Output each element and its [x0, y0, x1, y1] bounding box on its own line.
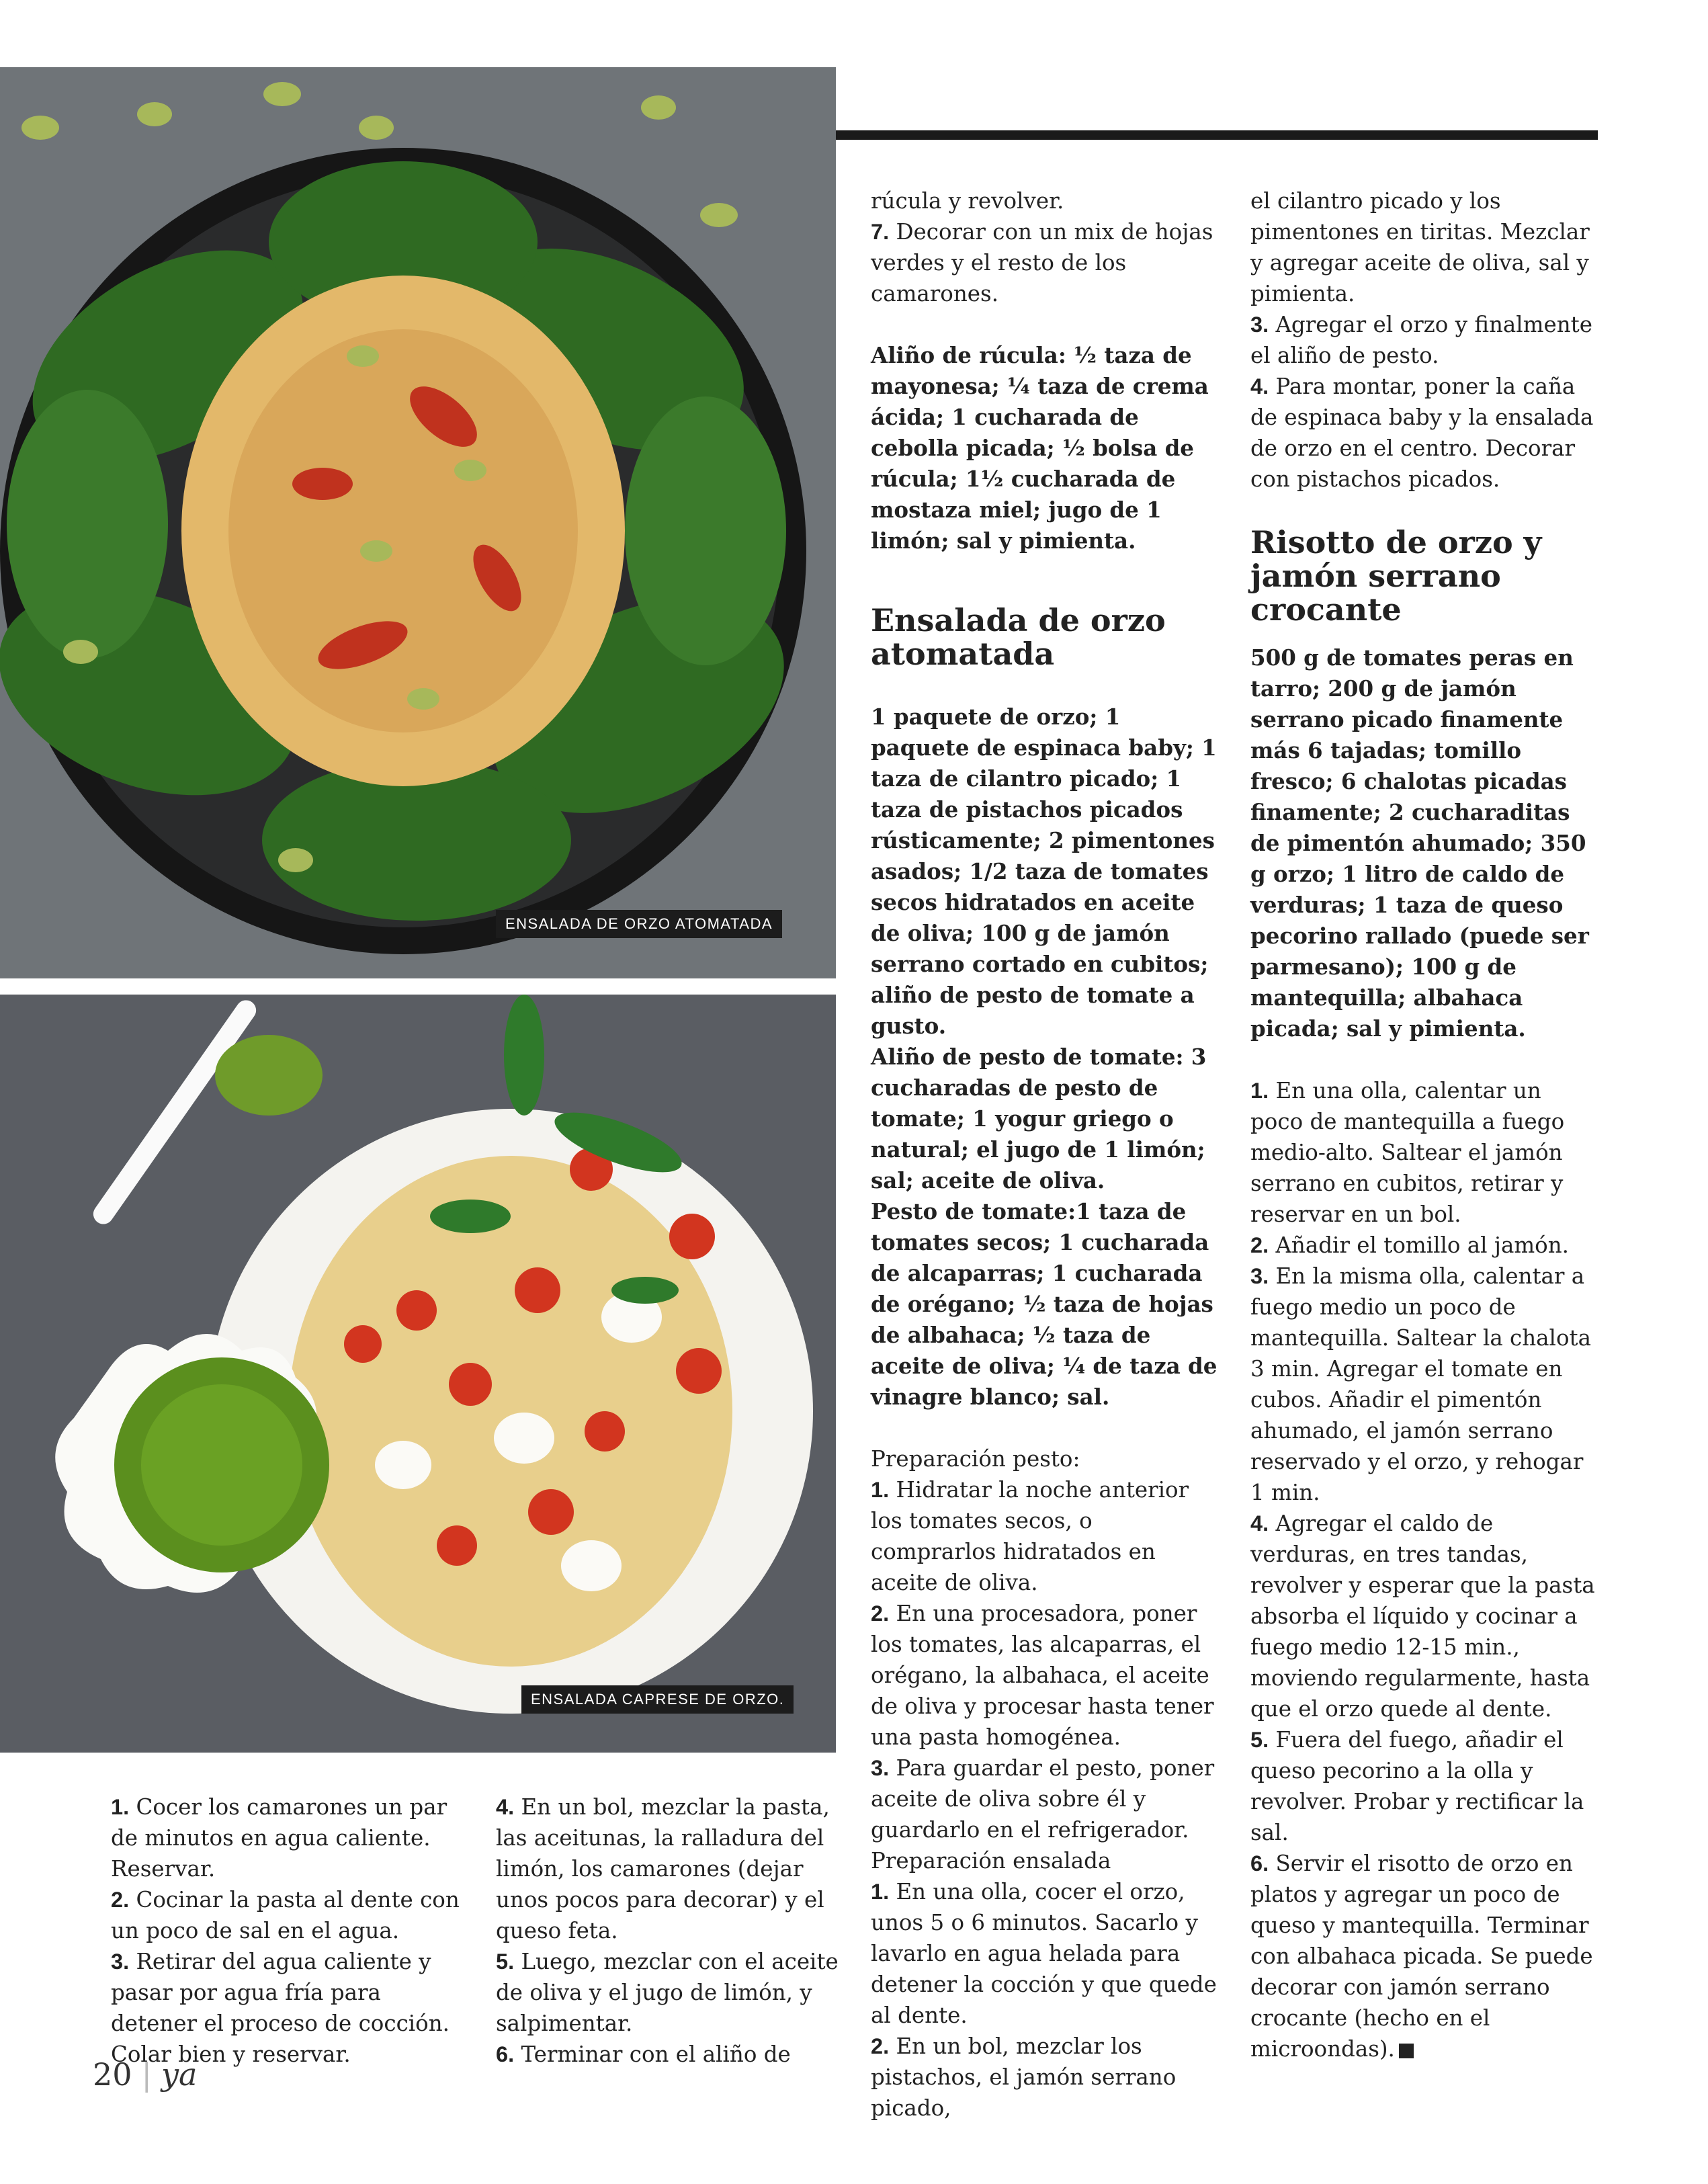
alino-rucula: Aliño de rúcula: ½ taza de mayonesa; ¼ taza de crema ácida; 1 cucharada de cebolla picada; ½ bolsa de rúcula; 1½ cucharada de mostaza miel; jugo de 1 limón; sal y pimienta.: [871, 342, 1209, 554]
step: [871, 216, 1220, 309]
step: [871, 1598, 1220, 1753]
step-text: En un bol, mezclar la pasta, las aceitunas, la ralladura del limón, los camarones (dejar unos pocos para decorar) y el queso feta.: [496, 1794, 830, 1943]
step-number: 2.: [1250, 1233, 1269, 1257]
step: [871, 1474, 1220, 1598]
step-text: Terminar con el aliño de: [521, 2042, 791, 2067]
step-number: 1.: [871, 1880, 890, 1904]
prep-ensalada-label: Preparación ensalada: [871, 1848, 1111, 1874]
step-number: 1.: [1250, 1079, 1269, 1103]
step-text: En la misma olla, calentar a fuego medio un poco de mantequilla. Saltear la chalota 3 min. Agregar el tomate en cubos. Añadir el pimentón ahumado, el jamón serrano reservado y el orzo, y rehogar 1 min.: [1250, 1263, 1591, 1505]
prep-pesto-label: Preparación pesto:: [871, 1446, 1080, 1472]
step: [496, 2039, 839, 2070]
step-number: 2.: [871, 2034, 890, 2058]
step-number: 7.: [871, 220, 890, 244]
step-number: 6.: [496, 2042, 515, 2066]
step-number: 3.: [871, 1756, 890, 1780]
step-text: Para montar, poner la caña de espinaca baby y la ensalada de orzo en el centro. Decorar con pistachos picados.: [1250, 374, 1594, 492]
end-mark-icon: [1399, 2044, 1414, 2058]
step: [1250, 1075, 1600, 1230]
step-text: Añadir el tomillo al jamón.: [1275, 1232, 1569, 1258]
recipe-title-ensalada-atomatada: Ensalada de orzo atomatada: [871, 602, 1166, 672]
step: [496, 1792, 839, 1946]
photo-ensalada-orzo-atomatada: [0, 67, 836, 978]
step-number: 6.: [1250, 1851, 1269, 1876]
step-text: Agregar el orzo y finalmente el aliño de pesto.: [1250, 312, 1592, 368]
step-number: 4.: [1250, 1511, 1269, 1536]
step-text: Servir el risotto de orzo en platos y agregar un poco de queso y mantequilla. Terminar con albahaca picada. Se puede decorar con jamón serrano crocante (hecho en el microondas).: [1250, 1851, 1593, 2062]
step: [496, 1946, 839, 2039]
alino-pesto-tomate: Aliño de pesto de tomate: 3 cucharadas de pesto de tomate; 1 yogur griego o natural; el jugo de 1 limón; sal; aceite de oliva.: [871, 1044, 1207, 1193]
ingredients-risotto: 500 g de tomates peras en tarro; 200 g de jamón serrano picado finamente más 6 tajadas; tomillo fresco; 6 chalotas picadas finamente; 2 cucharaditas de pimentón ahumado; 350 g orzo; 1 litro de caldo de verduras; 1 taza de queso pecorino rallado (puede ser parmesano); 100 g de mantequilla; albahaca picada; sal y pimienta.: [1250, 644, 1589, 1042]
step-text: Para guardar el pesto, poner aceite de oliva sobre él y guardarlo en el refrigerador.: [871, 1755, 1215, 1843]
step-text: Agregar el caldo de verduras, en tres tandas, revolver y esperar que la pasta absorba el líquido y cocinar a fuego medio 12-15 min., moviendo regularmente, hasta que el orzo quede al dente.: [1250, 1511, 1595, 1722]
step-number: 2.: [111, 1888, 130, 1912]
step-text: En una olla, calentar un poco de mantequilla a fuego medio-alto. Saltear el jamón serrano en cubitos, retirar y reservar en un bol.: [1250, 1078, 1565, 1227]
step-text: En una olla, cocer el orzo, unos 5 o 6 minutos. Sacarlo y lavarlo en agua helada para detener la cocción y que quede al dente.: [871, 1879, 1217, 2028]
step-number: 4.: [1250, 374, 1269, 398]
photo-ensalada-caprese-orzo: [0, 995, 836, 1753]
step-text: En un bol, mezclar los pistachos, el jamón serrano picado,: [871, 2033, 1177, 2121]
recipe-title-risotto: Risotto de orzo y jamón serrano crocante: [1250, 524, 1542, 628]
step-text: Luego, mezclar con el aceite de oliva y el jugo de limón, y salpimentar.: [496, 1949, 839, 2036]
step-text: Retirar del agua caliente y pasar por agua fría para detener el proceso de cocción. Colar bien y reservar.: [111, 1949, 450, 2067]
step: [111, 1884, 460, 1946]
column-d: [1250, 185, 1600, 2064]
continued-text: el cilantro picado y los pimentones en tiritas. Mezclar y agregar aceite de oliva, sal y pimienta.: [1250, 188, 1590, 306]
step-number: 1.: [111, 1795, 130, 1819]
pesto-tomate: Pesto de tomate:1 taza de tomates secos; 1 cucharada de alcaparras; 1 cucharada de orégano; ½ taza de hojas de albahaca; ½ taza de aceite de oliva; ¼ de taza de vinagre blanco; sal.: [871, 1198, 1218, 1410]
step-number: 3.: [111, 1949, 130, 1974]
step-number: 3.: [1250, 312, 1269, 337]
continued-text: rúcula y revolver.: [871, 188, 1064, 214]
step: [1250, 1230, 1600, 1261]
page-number: 20: [93, 2056, 132, 2093]
step-text: Cocinar la pasta al dente con un poco de sal en el agua.: [111, 1887, 460, 1943]
step: [1250, 371, 1600, 495]
step-number: 5.: [496, 1949, 515, 1974]
column-a: [111, 1792, 460, 2070]
step: [871, 1876, 1220, 2031]
step-text: Cocer los camarones un par de minutos en agua caliente. Reservar.: [111, 1794, 447, 1882]
step-number: 4.: [496, 1795, 515, 1819]
step-text: Hidratar la noche anterior los tomates secos, o comprarlos hidratados en aceite de oliva.: [871, 1477, 1189, 1595]
step: [1250, 1261, 1600, 1508]
page-footer: [93, 2056, 197, 2093]
step-text: En una procesadora, poner los tomates, las alcaparras, el orégano, la albahaca, el aceite de oliva y procesar hasta tener una pasta homogénea.: [871, 1601, 1214, 1750]
step: [871, 2031, 1220, 2124]
step: [1250, 309, 1600, 371]
step-number: 5.: [1250, 1728, 1269, 1752]
column-c: [871, 185, 1220, 2124]
top-rule: [836, 130, 1598, 140]
step: [1250, 1508, 1600, 1724]
step-number: 3.: [1250, 1264, 1269, 1288]
caption-photo-top: ENSALADA DE ORZO ATOMATADA: [496, 910, 782, 938]
step: [111, 1792, 460, 1884]
ingredients-ensalada: 1 paquete de orzo; 1 paquete de espinaca baby; 1 taza de cilantro picado; 1 taza de pistachos picados rústicamente; 2 pimentones asados; 1/2 taza de tomates secos hidratados en aceite de oliva; 100 g de jamón serrano cortado en cubitos; aliño de pesto de tomate a gusto.: [871, 704, 1217, 1039]
step-number: 2.: [871, 1601, 890, 1626]
column-b: [496, 1792, 839, 2070]
step-text: Decorar con un mix de hojas verdes y el resto de los camarones.: [871, 219, 1213, 306]
step: [871, 1753, 1220, 1845]
step: [1250, 1848, 1600, 2064]
step-text: Fuera del fuego, añadir el queso pecorino a la olla y revolver. Probar y rectificar la sal.: [1250, 1727, 1584, 1845]
step: [1250, 1724, 1600, 1848]
step-number: 1.: [871, 1478, 890, 1502]
magazine-logo: ya: [161, 2056, 198, 2093]
footer-separator: |: [141, 2056, 153, 2093]
caption-photo-bottom: ENSALADA CAPRESE DE ORZO.: [521, 1685, 794, 1714]
step: [111, 1946, 460, 2070]
